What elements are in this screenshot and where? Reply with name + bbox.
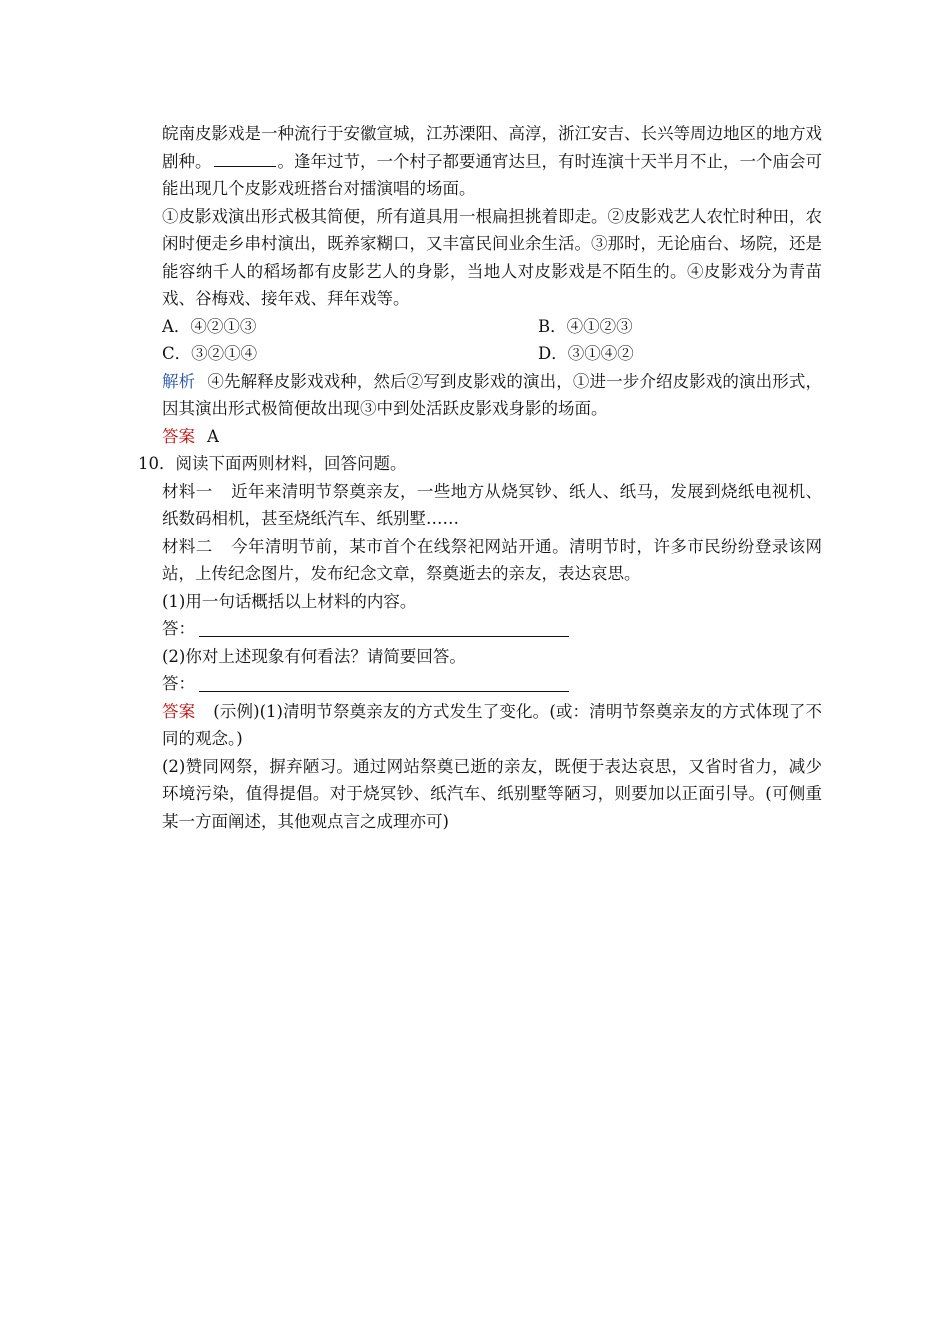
option-a: A．④②①③: [162, 316, 257, 336]
material-two-label: 材料二: [162, 536, 213, 556]
option-d: D．③①④②: [538, 344, 634, 363]
material-two-text: 今年清明节前，某市首个在线祭祀网站开通。清明节时，许多市民纷纷登录该网站，上传纪念图片，发布纪念文章，祭奠逝去的亲友，表达哀思。: [162, 536, 823, 583]
q10-answer-2: (2)赞同网祭，摒弃陋习。通过网站祭奠已逝的亲友，既便于表达哀思，又省时省力，减少环境污染，值得提倡。对于烧冥钞、纸汽车、纸别墅等陋习，则要加以正面引导。(可侧重某一方面阐述，其他观点言之成理亦可): [162, 756, 822, 831]
question-prompt: 阅读下面两则材料，回答问题。: [175, 454, 407, 473]
answer-one-text: (示例)(1)清明节祭奠亲友的方式发生了变化。(或：清明节祭奠亲友的方式体现了不同的观念。): [162, 701, 822, 748]
answer-label: 答案: [162, 426, 195, 446]
answer-prefix: 答：: [162, 674, 195, 693]
answer-label: 答案: [162, 701, 196, 721]
option-b: B．④①②③: [538, 316, 633, 336]
question-number: 10．: [138, 454, 176, 473]
answer-line-1: [162, 615, 822, 643]
material-one-label: 材料一: [162, 481, 213, 501]
q9-analysis: [162, 368, 822, 423]
material-one-text: 近年来清明节祭奠亲友，一些地方从烧冥钞、纸人、纸马，发展到烧纸电视机、纸数码相机，甚至烧纸汽车、纸别墅……: [162, 481, 823, 528]
fill-in-blank: [214, 152, 276, 167]
answer-rule: [199, 636, 569, 637]
analysis-text: ④先解释皮影戏戏种，然后②写到皮影戏的演出，①进一步介绍皮影戏的演出形式，因其演出形式极简便故出现③中到处活跃皮影戏身影的场面。: [162, 371, 823, 418]
q10-answer-1: [162, 698, 822, 753]
answer-rule: [199, 691, 569, 692]
ordering-sentences: ①皮影戏演出形式极其简便，所有道具用一根扁担挑着即走。②皮影戏艺人农忙时种田，农闲时便走乡串村演出，既养家糊口，又丰富民间业余生活。③那时，无论庙台、场院，还是能容纳千人的稻场都有皮影艺人的身影，当地人对皮影戏是不陌生的。④皮影戏分为青苗戏、谷梅戏、接年戏、拜年戏等。: [162, 206, 822, 308]
q9-answer: [162, 423, 822, 451]
q10-prompt: [138, 450, 822, 478]
document-content: [138, 120, 823, 835]
answer-text: A: [207, 426, 219, 446]
sub-question-1: (1)用一句话概括以上材料的内容。: [162, 591, 417, 611]
passage-text-after-blank: 。逢年过节，一个村子都要通宵达旦，有时连演十天半月不止，一个庙会可能出现几个皮影戏班搭台对擂演唱的场面。: [162, 151, 822, 198]
choice-options: [162, 313, 822, 368]
answer-prefix: 答：: [162, 619, 195, 638]
passage-paragraph: [162, 120, 822, 203]
material-one: [162, 478, 822, 533]
answer-line-2: [162, 670, 822, 698]
sub-question-2: (2)你对上述现象有何看法？请简要回答。: [162, 646, 466, 666]
option-c: C．③②①④: [162, 344, 258, 363]
passage-text-before-blank: 皖南皮影戏是一种流行于安徽宣城，江苏溧阳、高淳，浙江安吉、长兴等周边地区的地方戏剧种。: [162, 124, 822, 171]
material-two: [162, 533, 822, 588]
analysis-label: 解析: [162, 371, 196, 391]
